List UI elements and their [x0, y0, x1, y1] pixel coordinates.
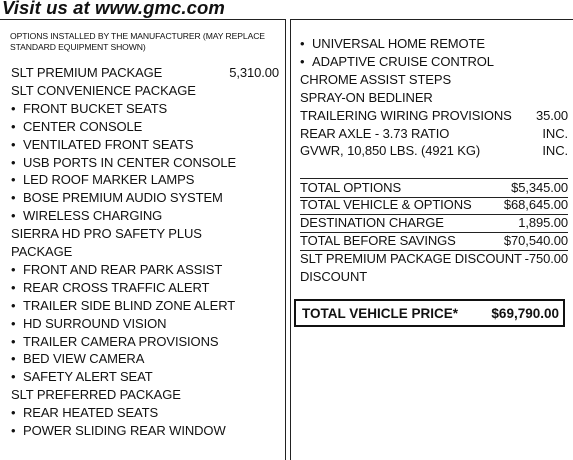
option-row: [300, 232, 568, 251]
header-website: Visit us at www.gmc.com: [2, 0, 225, 18]
bullet-icon: •: [11, 136, 16, 152]
bullet-icon: •: [11, 154, 16, 170]
bullet-icon: •: [11, 351, 16, 367]
option-label: TOTAL BEFORE SAVINGS: [300, 232, 456, 248]
option-row: [11, 333, 279, 351]
bullet-icon: •: [11, 423, 16, 438]
option-row: [11, 350, 279, 368]
option-row: [11, 386, 279, 404]
bullet-icon: •: [11, 100, 16, 116]
total-vehicle-price-box: [294, 299, 565, 327]
option-row: [11, 404, 279, 422]
bullet-icon: •: [11, 315, 16, 331]
option-price: $68,645.00: [503, 196, 568, 212]
option-label: TOTAL OPTIONS: [300, 180, 402, 195]
option-row: [11, 189, 279, 207]
bullet-icon: •: [11, 405, 16, 421]
bullet-icon: •: [11, 190, 16, 206]
option-row: [11, 64, 279, 82]
option-label: DESTINATION CHARGE: [300, 214, 444, 230]
option-row: [300, 89, 568, 107]
option-row: [11, 225, 279, 243]
option-row: [11, 368, 279, 386]
option-row: [11, 118, 279, 136]
total-vehicle-price-value: $69,790.00: [491, 306, 559, 321]
option-row: [11, 207, 279, 225]
option-label: POWER SLIDING REAR WINDOW: [23, 423, 226, 438]
option-label: LED ROOF MARKER LAMPS: [23, 172, 195, 188]
option-row: [11, 279, 279, 297]
option-price: -750.00: [524, 250, 568, 266]
option-row: [300, 250, 568, 268]
option-label: BOSE PREMIUM AUDIO SYSTEM: [23, 190, 223, 206]
total-vehicle-price-label: TOTAL VEHICLE PRICE*: [302, 306, 459, 321]
option-label: CHROME ASSIST STEPS: [300, 71, 452, 87]
option-label: SLT PREMIUM PACKAGE DISCOUNT: [300, 250, 522, 266]
option-label: SLT PREMIUM PACKAGE: [11, 65, 163, 80]
bullet-icon: •: [11, 279, 16, 295]
option-label: TRAILER CAMERA PROVISIONS: [23, 333, 219, 349]
option-row: [300, 142, 568, 160]
option-label: FRONT AND REAR PARK ASSIST: [23, 261, 223, 277]
option-price: INC.: [542, 125, 568, 141]
option-row: [300, 35, 568, 53]
option-row: [300, 53, 568, 71]
option-row: [11, 171, 279, 189]
option-label: SLT PREFERRED PACKAGE: [11, 387, 181, 403]
option-row: [11, 82, 279, 100]
option-label: VENTILATED FRONT SEATS: [23, 136, 194, 152]
option-label: REAR HEATED SEATS: [23, 405, 159, 421]
options-disclaimer: OPTIONS INSTALLED BY THE MANUFACTURER (MAY REPLACE STANDARD EQUIPMENT SHOWN): [10, 31, 265, 52]
bullet-icon: •: [11, 297, 16, 313]
option-row: [11, 154, 279, 172]
option-label: TRAILER SIDE BLIND ZONE ALERT: [23, 297, 236, 313]
option-price: 5,310.00: [229, 65, 279, 80]
option-label: HD SURROUND VISION: [23, 315, 167, 331]
option-label: DISCOUNT: [300, 268, 368, 284]
option-label: ADAPTIVE CRUISE CONTROL: [312, 53, 494, 69]
option-row: [11, 243, 279, 261]
option-label: TOTAL VEHICLE & OPTIONS: [300, 196, 472, 212]
bullet-icon: •: [11, 118, 16, 134]
option-price: 1,895.00: [518, 214, 568, 230]
option-row: [11, 100, 279, 118]
option-label: SLT CONVENIENCE PACKAGE: [11, 82, 196, 98]
option-row: [300, 214, 568, 233]
bullet-icon: •: [300, 53, 305, 69]
option-label: REAR AXLE - 3.73 RATIO: [300, 125, 450, 141]
option-label: SAFETY ALERT SEAT: [23, 369, 153, 385]
option-price: $70,540.00: [503, 232, 568, 248]
option-row: [11, 261, 279, 279]
option-label: UNIVERSAL HOME REMOTE: [312, 36, 485, 51]
option-label: GVWR, 10,850 LBS. (4921 KG): [300, 143, 481, 159]
option-row: [300, 268, 568, 286]
option-label: BED VIEW CAMERA: [23, 351, 145, 367]
option-row: [11, 297, 279, 315]
bullet-icon: •: [11, 333, 16, 349]
bullet-icon: •: [11, 172, 16, 188]
bullet-icon: •: [11, 369, 16, 385]
option-label: SPRAY-ON BEDLINER: [300, 89, 433, 105]
option-row: [300, 107, 568, 125]
option-label: TRAILERING WIRING PROVISIONS: [300, 107, 512, 123]
option-row: [11, 422, 279, 440]
option-price: 35.00: [535, 107, 568, 123]
bullet-icon: •: [11, 261, 16, 277]
option-price: $5,345.00: [511, 180, 568, 195]
option-label: FRONT BUCKET SEATS: [23, 100, 168, 116]
option-label: REAR CROSS TRAFFIC ALERT: [23, 279, 210, 295]
option-row: [300, 71, 568, 89]
option-price: INC.: [542, 143, 568, 159]
option-label: CENTER CONSOLE: [23, 118, 143, 134]
option-label: USB PORTS IN CENTER CONSOLE: [23, 154, 237, 170]
option-label: SIERRA HD PRO SAFETY PLUS: [11, 226, 202, 242]
option-label: PACKAGE: [11, 244, 73, 259]
option-label: WIRELESS CHARGING: [23, 208, 163, 224]
option-row: [300, 125, 568, 143]
bullet-icon: •: [11, 208, 16, 224]
bullet-icon: •: [300, 36, 305, 51]
option-row: [11, 136, 279, 154]
option-row: [11, 315, 279, 333]
option-row: [300, 196, 568, 215]
